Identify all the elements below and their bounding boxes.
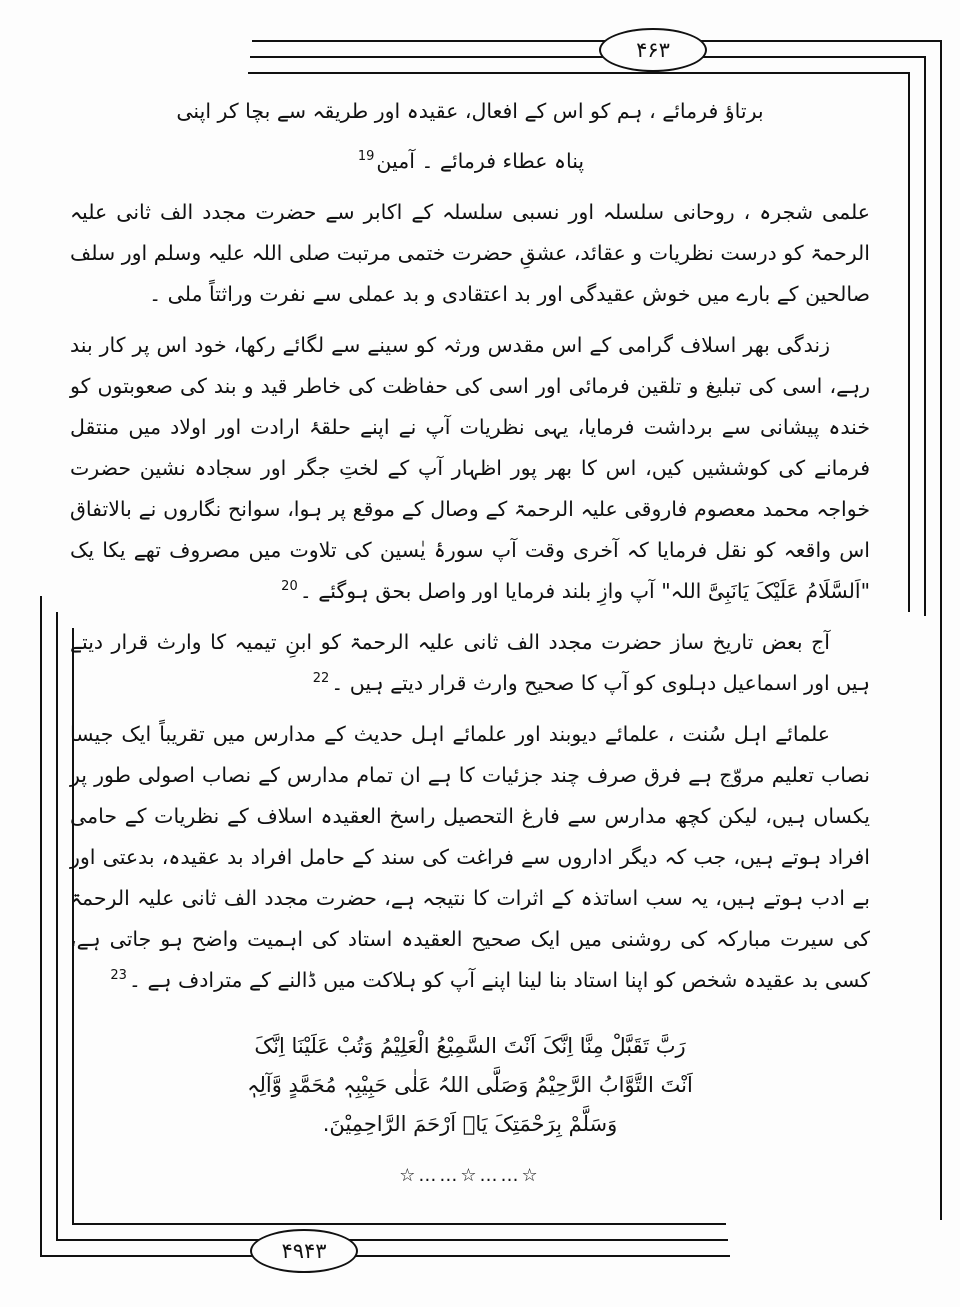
arabic-dua-line-1: رَبَّ تَقَبَّلْ مِنَّا اِنَّکَ اَنْتَ السَّمِیْعُ الْعَلِیْمُ وَتُبْ عَلَیْنَا اِنَّکَ [254, 1033, 686, 1058]
paragraph-4-text: علمائے اہل سُنت ، علمائے دیوبند اور علمائے اہل حدیث کے مدارس میں تقریباً ایک جیسا نصاب تعلیم مروّج ہے فرق صرف چند جزئیات کا ہے ان تمام مدارس کے نصاب اصولی طور پر یکساں ہیں، لیکن کچھ مدارس سے فارغ التحصیل راسخ العقیدہ اسلاف کے نظریات کے حامی افراد ہوتے ہیں، جب کہ دیگر اداروں سے فراغت کی سند کے حامل افراد بد عقیدہ، بدعتی اور بے ادب ہوتے ہیں، یہ سب اساتذہ کے اثرات کا نتیجہ ہے، حضرت مجدد الف ثانی علیہ الرحمۃ کی سیرت مبارکہ کی روشنی میں ایک صحیح العقیدہ استاد کی اہمیت واضح ہو جاتی ہے، کسی بد عقیدہ شخص کو اپنا استاد بنا لینا اپنے آپ کو ہلاکت میں ڈالنے کے مترادف ہے ۔ [70, 721, 870, 992]
frame-rule-bottom-3 [72, 1223, 726, 1225]
footnote-marker-19: 19 [357, 149, 375, 165]
page-body [70, 92, 870, 1186]
paragraph-1: علمی شجرہ ، روحانی سلسلہ اور نسبی سلسلہ کے اکابر سے حضرت مجدد الف ثانی علیہ الرحمۃ کو درست نظریات و عقائد، عشقِ حضرت ختمی مرتبت صلی اللہ علیہ وسلم اور سلف صالحین کے بارے میں خوش عقیدگی اور بد اعتقادی و بد عملی سے نفرت وراثتاً ملی ۔ [70, 199, 870, 306]
opening-line-1: برتاؤ فرمائے ، ہم کو اس کے افعال، عقیدہ اور طریقہ سے بچا کر اپنی [176, 99, 764, 123]
footnote-marker-20: 20 [281, 579, 298, 595]
page-number-bottom: ۴۹۴۳ [250, 1229, 358, 1273]
frame-rule-bottom-1 [40, 1255, 730, 1257]
arabic-dua-line-2: اَنْتَ التَّوَّابُ الرَّحِیْمُ وَصَلَّی اللہُ عَلٰی حَبِیْبِہٖ مُحَمَّدٍ وَّآلِہٖ [247, 1072, 693, 1097]
footnote-marker-23: 23 [110, 968, 127, 984]
arabic-dua-line-3: وَسَلَّمْ بِرَحْمَتِکَ یَاۤ اَرْحَمَ الرَّاحِمِیْنَ. [322, 1111, 618, 1136]
frame-rule-top-1 [252, 40, 942, 42]
footnote-marker-22: 22 [312, 671, 330, 687]
paragraph-2-text: زندگی بھر اسلاف گرامی کے اس مقدس ورثہ کو سینے سے لگائے رکھا، خود اس پر کار بند رہے، اسی کی تبلیغ و تلقین فرمائی اور اسی کی حفاظت کی خاطر قید و بند کی صعوبتوں کو خندہ پیشانی سے برداشت فرمایا، یہی نظریات آپ نے اپنے حلقۂ ارادت اور اولاد میں منتقل فرمانے کی کوششیں کیں، اس کا بھر پور اظہار آپ کے لختِ جگر اور سجادہ نشین حضرت خواجہ محمد معصوم فاروقی علیہ الرحمۃ کے وصال کے موقع پر ہوا، سوانح نگاروں نے بالاتفاق اس واقعہ کو نقل فرمایا کہ آخری وقت آپ سورۂ یٰسین کی تلاوت میں مصروف تھے یکا یک "اَلسَّلَامُ عَلَیْکَ یَانَبِیَّ اللہ" آپ وازِ بلند فرمایا اور واصل بحق ہوگئے ۔ [70, 332, 870, 603]
opening-line-2-text: پناہ عطاء فرمائے ۔ آمین [376, 148, 585, 173]
frame-rule-left-1 [40, 596, 42, 1256]
opening-line-2 [70, 142, 870, 182]
frame-rule-right-3 [908, 72, 910, 612]
arabic-dua-block [70, 1027, 870, 1144]
frame-rule-top-2 [250, 56, 926, 58]
paragraph-2 [70, 325, 870, 612]
section-divider: ☆……☆……☆ [399, 1165, 541, 1187]
paragraph-3 [70, 622, 870, 704]
page-number-top: ۴۶۳ [599, 28, 707, 72]
paragraph-4 [70, 714, 870, 1001]
frame-rule-right-1 [940, 40, 942, 1220]
frame-rule-top-3 [248, 72, 910, 74]
paragraph-3-text: آج بعض تاریخ ساز حضرت مجدد الف ثانی علیہ الرحمۃ کو ابنِ تیمیہ کا وارث قرار دیتے ہیں اور اسماعیل دہلوی کو آپ کا صحیح وارث قرار دیتے ہیں ۔ [70, 629, 870, 695]
frame-rule-left-2 [56, 612, 58, 1240]
frame-rule-right-2 [924, 56, 926, 616]
frame-rule-bottom-2 [56, 1239, 728, 1241]
